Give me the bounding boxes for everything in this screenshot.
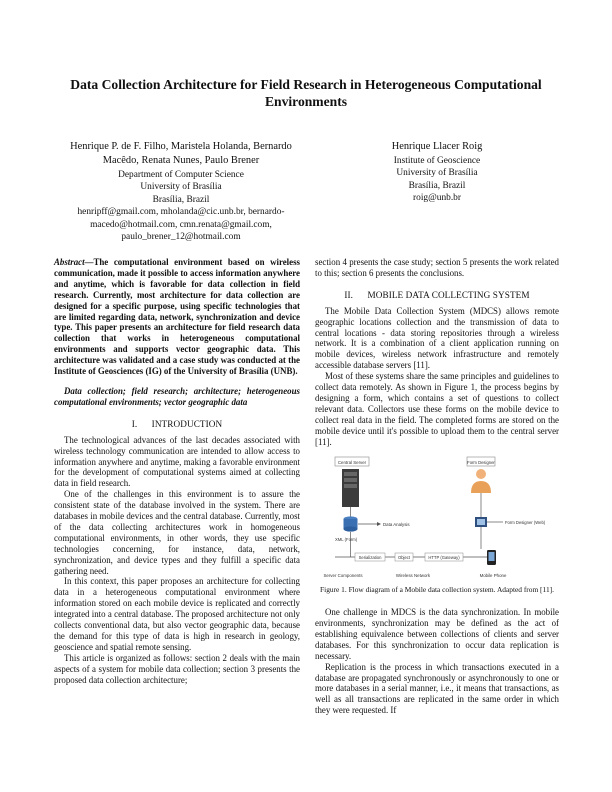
database-icon xyxy=(344,516,358,531)
section2-paragraph: Most of these systems share the same principles and guidelines to collect data remotely. As shown in Figure 1, the process begins by designing a form, which contains a set of questions to collect relevant data. Collectors use these forms on the mobile device to collect real data in the field. The completed forms are stored on the mobile device until it's possible to upload them to the central server [11]. xyxy=(315,371,559,447)
author-location: Brasília, Brazil xyxy=(152,194,210,205)
abstract xyxy=(54,257,300,377)
section-heading-mobile-data: II. MOBILE DATA COLLECTING SYSTEM xyxy=(344,289,530,300)
author-university: University of Brasília xyxy=(140,182,222,193)
section-heading-introduction: I. INTRODUCTION xyxy=(131,418,223,429)
xml-form-label: XML (Form) xyxy=(335,536,358,542)
server-components-label: Server Components xyxy=(323,572,363,578)
paper-title: Data Collection Architecture for Field Research in Heterogeneous Computational Environments xyxy=(70,77,542,109)
serialization-label: Serialization xyxy=(358,554,382,560)
author-block-right xyxy=(352,140,522,205)
object-label: Object xyxy=(397,554,411,560)
abstract-label: Abstract— xyxy=(54,257,94,267)
figure-1-caption: Figure 1. Flow diagram of a Mobile data collection system. Adapted from [11]. xyxy=(320,584,554,594)
intro-continuation: section 4 presents the case study; section 5 presents the work related to this; section 6 presents the conclusions. xyxy=(315,257,559,278)
left-column xyxy=(54,257,300,686)
device-icon xyxy=(475,517,487,527)
author-university: University of Brasília xyxy=(396,168,478,179)
author-department: Department of Computer Science xyxy=(118,170,244,180)
wireless-network-label: Wireless Network xyxy=(395,572,431,578)
form-designer-web-label: Form Designer (Web) xyxy=(505,519,546,525)
intro-paragraph: One of the challenges in this environment is to assure the consistent state of the database involved in the system. There are databases in mobile devices and the central database. Currently, most of the data collecting architectures work in homogeneous computational environments, in other words, they use specific technologies concerning, for instance, data, network, synchronization, and device types and they fulfill a specific data gathering need. xyxy=(54,489,300,576)
person-icon xyxy=(471,469,491,493)
intro-paragraph: This article is organized as follows: section 2 deals with the main aspects of a system for mobile data collection; section 3 presents the proposed data collection architecture; xyxy=(54,652,300,685)
section2-paragraph: The Mobile Data Collection System (MDCS) allows remote geographic locations collection and the transmission of data to central locations - data storing repositories through a wireless network. It is a combination of a client application running on mobile devices, wireless network infrastructure and remotely accessible database servers [11]. xyxy=(315,305,559,371)
intro-paragraph: The technological advances of the last decades associated with wireless technology communication are intended to allow access to information anywhere and anytime, making a favorable environment for the development of computational systems aimed at collecting data in field research. xyxy=(54,434,300,489)
author-department: Institute of Geoscience xyxy=(393,156,481,166)
author-location: Brasília, Brazil xyxy=(408,180,466,191)
mobile-phone-label: Mobile Phone xyxy=(479,572,507,578)
abstract-text: The computational environment based on wireless communication, made it possible to access information anywhere and anytime, which is favorable for data collection in field research. Currently, most architecture for data collection are designed for a specific purpose, using specific technologies that are limited regarding data, network, synchronization and device type. This paper presents an architecture for field research data collection that works in heterogeneous computational environments and supports vector geographic data. This architecture was validated and a case study was conducted at the Institute of Geosciences (IG) of the University of Brasília (UNB). xyxy=(54,257,300,377)
data-analysis-label: Data Analysis xyxy=(383,521,410,527)
intro-paragraph: In this context, this paper proposes an architecture for collecting data in a heterogeneous computational environment where information stored on each mobile device is replicated and correctly integrated into a central database. The proposed architecture not only collects conventional data, but also vector geographic data, because the demand for this type of data is high in research in geology, geoscience and spatial remote sensing. xyxy=(54,576,300,652)
author-email: roig@unb.br xyxy=(413,193,461,204)
keywords: Data collection; field research; architecture; heterogeneous computational environments; vector geographic data xyxy=(54,385,300,407)
right-column xyxy=(315,257,559,716)
figure-1-diagram xyxy=(315,453,559,581)
person-label: Form Designer xyxy=(467,459,495,465)
author-emails: henripff@gmail.com, mholanda@cic.unb.br, bernardo-macedo@hotmail.com, cmn.renata@gmail.com, paulo_brener_12@hotmail.com xyxy=(77,207,285,243)
figure-1 xyxy=(315,453,559,581)
server-label: Central Server xyxy=(337,459,367,465)
server-icon xyxy=(342,469,359,507)
http-label: HTTP (Gateway) xyxy=(428,554,460,560)
section2-paragraph: One challenge in MDCS is the data synchronization. In mobile environments, synchronization may be defined as the act of establishing equivalence between collections of clients and server databases. For this synchronization to occur data replication is necessary. xyxy=(315,607,559,661)
section2-paragraph: Replication is the process in which transactions executed in a database are propagated synchronously or asynchronously to one or more databases in a serial manner, i.e., it means that transactions, as well as all transactions are replicated in the same order in which they were requested. If xyxy=(315,661,559,716)
mobile-phone-icon xyxy=(487,550,496,565)
author-names: Henrique Llacer Roig xyxy=(391,141,483,152)
author-block-left xyxy=(52,140,310,243)
author-names: Henrique P. de F. Filho, Maristela Holanda, Bernardo Macêdo, Renata Nunes, Paulo Brener xyxy=(70,141,292,166)
